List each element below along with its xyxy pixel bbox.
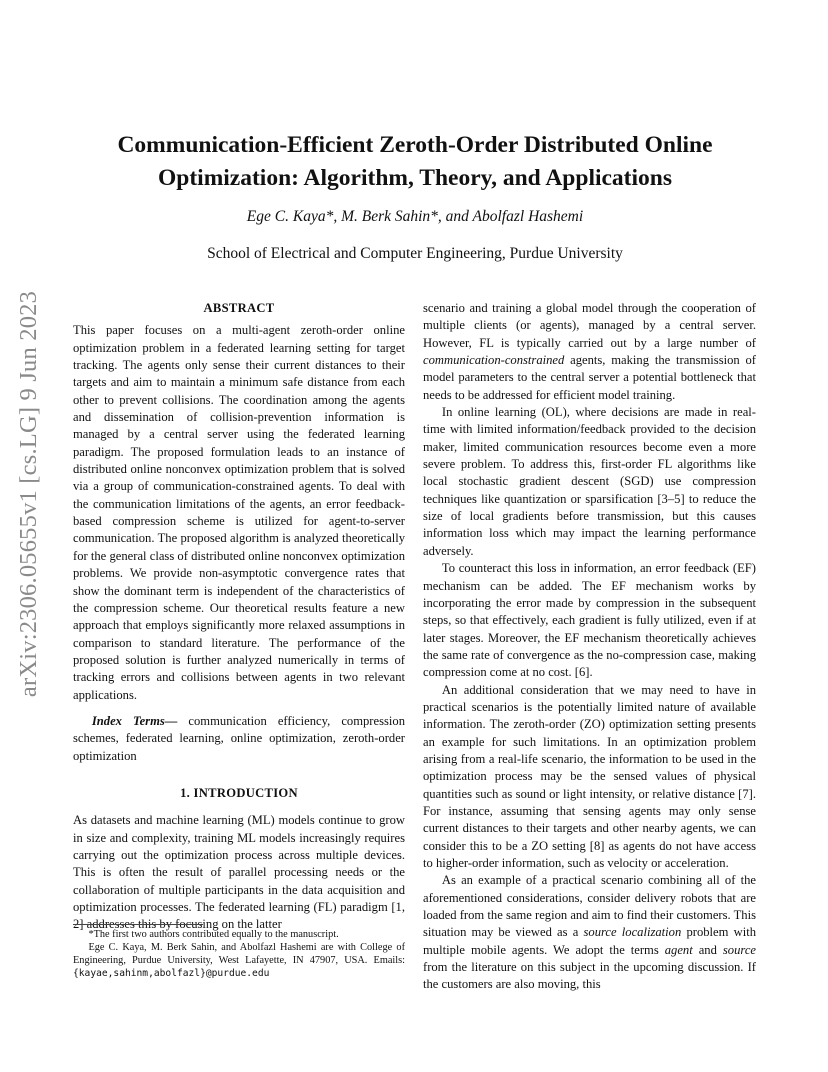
right-p5-text-d: from the literature on this subject in the upcoming discussion. If the customers are also moving, this xyxy=(423,960,756,992)
footnote-equal-contribution: *The first two authors contributed equally to the manuscript. xyxy=(88,929,339,940)
right-p5-emphasis-3: source xyxy=(722,942,756,957)
arxiv-identifier xyxy=(14,290,44,697)
paper-title xyxy=(60,129,770,195)
right-p5-emphasis-2: agent xyxy=(664,942,693,957)
right-p1-text-b: agents, making the transmission of model parameters to the central server a potential bottleneck that needs to be addressed for efficient model training. xyxy=(423,353,756,402)
footnote-affiliation xyxy=(73,941,405,980)
abstract-text: This paper focuses on a multi-agent zeroth-order online optimization problem in a federated learning setting for target tracking. The agents only sense their current distances to their targets and aim to maintain a minimum safe distance from each other to prevent collisions. The coordination among the agents and dissemination of collision-prevention information is managed by a central server using the federated learning paradigm. The proposed formulation leads to an instance of distributed online nonconvex optimization problem that is solved via a group of communication-constrained agents. To deal with the communication limitations of the agents, an error feedback-based compression scheme is utilized for agent-to-server communication. The proposed algorithm is analyzed theoretically for the general class of distributed online nonconvex optimization problems. We provide non-asymptotic convergence rates that show the dominant term is independent of the characteristics of the compression scheme. Our theoretical results feature a new approach that employs significantly more relaxed assumptions in comparison to standard literature. The performance of the proposed solution is further analyzed numerically in terms of tracking errors and collisions between agents in two relevant applications. xyxy=(73,323,405,702)
intro-paragraph: As datasets and machine learning (ML) models continue to grow in size and complexity, training ML models increasingly requires carrying out the optimization process across multiple devices. This is often the result of parallel processing needs or the collaboration of multiple participants in the data acquisition and optimization processes. The federated learning (FL) paradigm [1, 2] addresses this by focusing on the latter xyxy=(73,813,405,932)
right-paragraph-4: An additional consideration that we may need to have in practical scenarios is the potentially limited nature of available information. The zeroth-order (ZO) optimization setting presents an example for such limitations. In an optimization problem arising from a real-life scenario, the information to be used in the optimization process may be the sensed values of physical quantities such as sound or light intensity, or relative distance [7]. For instance, assuming that sensing agents may only sense current distances to their targets and other nearby agents, we can consider this to be a ZO setting [8] as agents do not have access to higher-order information, such as velocity or acceleration. xyxy=(423,682,756,870)
title-line-2: Optimization: Algorithm, Theory, and Applications xyxy=(157,165,673,191)
right-paragraph-5 xyxy=(423,872,756,993)
right-paragraph-1 xyxy=(423,300,756,404)
right-p1-emphasis: communication-constrained xyxy=(423,353,565,368)
right-p5-emphasis-1: source localization xyxy=(583,925,682,940)
right-p1-text-a: scenario and training a global model through the cooperation of multiple clients (or agents), managed by a central server. However, FL is typically carried out by a large number of xyxy=(423,301,756,350)
abstract-heading: ABSTRACT xyxy=(203,301,275,315)
footnote-emails: {kayae,sahinm,abolfazl}@purdue.edu xyxy=(73,968,270,979)
right-p5-text-c: and xyxy=(692,942,723,957)
right-p5-text-b: problem with multiple mobile agents. We adopt the terms xyxy=(423,925,756,957)
right-p5-text-a: As an example of a practical scenario combining all of the aforementioned considerations, consider delivery robots that are loaded from the same region and aim to find their customers. This situation may be viewed as a xyxy=(423,873,756,940)
index-terms xyxy=(73,713,405,765)
footnotes xyxy=(73,924,405,980)
arxiv-identifier-text: arXiv:2306.05655v1 [cs.LG] 9 Jun 2023 xyxy=(15,290,43,697)
footnote-rule xyxy=(73,924,203,925)
author-list: Ege C. Kaya*, M. Berk Sahin*, and Abolfazl Hashemi xyxy=(246,208,584,225)
right-column xyxy=(423,300,756,994)
index-terms-text: communication efficiency, compression schemes, federated learning, online optimization, zeroth-order optimization xyxy=(73,713,405,763)
footnote-affiliation-text: Ege C. Kaya, M. Berk Sahin, and Abolfazl Hashemi are with College of Engineering, Purdue University, West Lafayette, IN 47907, USA. Emails: xyxy=(73,942,405,966)
left-column xyxy=(73,300,405,934)
index-terms-label: Index Terms— xyxy=(91,713,178,728)
right-paragraph-2: In online learning (OL), where decisions are made in real-time with limited information/feedback provided to the decision maker, limited communication resources become even a more severe problem. To address this, first-order FL algorithms like local stochastic gradient descent (SGD) use compression techniques like quantization or sparsification [3–5] to reduce the size of local gradients before transmission, but this causes information loss which may impact the learning performance adversely. xyxy=(423,405,756,558)
right-paragraph-3: To counteract this loss in information, an error feedback (EF) mechanism can be added. The EF mechanism works by incorporating the error made by compression in the subsequent steps, so that effectively, each gradient is fully utilized, even if at later stages. Moreover, the EF mechanism theoretically achieves the same rate of convergence as the no-compression case, making compression come at no cost. [6]. xyxy=(423,561,756,680)
intro-heading: 1. INTRODUCTION xyxy=(180,785,298,800)
title-line-1: Communication-Efficient Zeroth-Order Distributed Online xyxy=(117,132,713,158)
affiliation: School of Electrical and Computer Engineering, Purdue University xyxy=(207,245,623,262)
